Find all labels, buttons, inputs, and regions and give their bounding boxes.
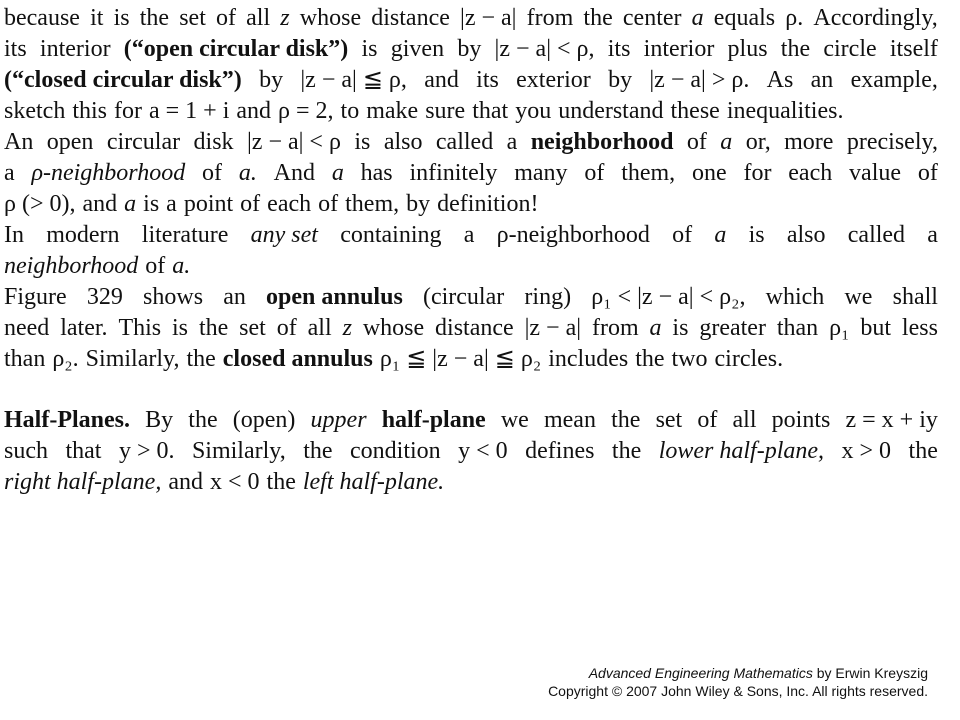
text-segment: precisely,: [846, 129, 938, 155]
text-line: [4, 158, 938, 189]
text-segment: the: [611, 438, 642, 464]
text-segment: given: [390, 36, 445, 62]
text-segment: is: [113, 5, 130, 31]
text-segment: of: [686, 129, 707, 155]
text-segment: shows: [143, 284, 204, 310]
text-segment: As: [766, 67, 794, 93]
text-line: [4, 436, 938, 467]
text-segment: ρ-neighborhood: [496, 222, 650, 248]
text-segment: ρ₁ < |z − a| < ρ₂,: [591, 284, 746, 310]
text-segment: y < 0: [458, 438, 508, 464]
text-line: [4, 65, 938, 96]
text-segment: greater: [699, 315, 766, 341]
text-segment: to: [340, 98, 360, 124]
text-segment: is: [672, 315, 689, 341]
text-segment: the: [611, 407, 641, 433]
text-segment: center: [622, 5, 682, 31]
text-segment: by: [457, 36, 482, 62]
text-segment: interior: [643, 36, 715, 62]
text-segment: a: [166, 191, 177, 217]
text-segment: By: [145, 407, 174, 433]
text-segment: definition!: [437, 191, 539, 217]
text-segment: the: [583, 5, 613, 31]
text-segment: This: [118, 315, 162, 341]
text-segment: a: [463, 222, 475, 248]
text-line: [4, 189, 938, 220]
text-segment: |z − a|: [460, 5, 517, 31]
text-segment: (open): [232, 407, 296, 433]
text-segment: of: [697, 407, 718, 433]
text-segment: 329: [86, 284, 123, 310]
text-segment: is: [143, 191, 160, 217]
text-segment: ρ (> 0),: [4, 191, 76, 217]
text-segment: (“open circular disk”): [123, 36, 349, 62]
text-segment: equals: [713, 5, 776, 31]
text-segment: and: [424, 67, 459, 93]
text-line: [4, 467, 938, 498]
text-segment: inequalities.: [726, 98, 844, 124]
text-segment: it: [90, 5, 104, 31]
text-segment: each: [788, 160, 833, 186]
text-segment: which: [765, 284, 825, 310]
text-segment: has: [360, 160, 393, 186]
text-segment: a: [331, 160, 344, 186]
text-segment: called: [847, 222, 906, 248]
text-segment: its: [476, 67, 499, 93]
text-segment: |z − a| < ρ,: [494, 36, 595, 62]
text-segment: value: [849, 160, 902, 186]
text-segment: ρ-neighborhood: [31, 160, 186, 186]
text-segment: a: [691, 5, 704, 31]
text-segment: y > 0.: [118, 438, 175, 464]
text-segment: z = x + iy: [845, 407, 938, 433]
text-segment: z: [280, 5, 290, 31]
text-segment: whose: [299, 5, 362, 31]
text-segment: infinitely: [409, 160, 498, 186]
text-segment: the: [635, 346, 665, 372]
text-segment: set: [179, 5, 206, 31]
text-segment: condition: [350, 438, 441, 464]
text-line: [4, 220, 938, 251]
text-segment: for: [743, 160, 772, 186]
text-segment: circular: [106, 129, 181, 155]
footer-copyright: Copyright © 2007 John Wiley & Sons, Inc. All rights reserved.: [548, 683, 928, 699]
text-segment: than: [776, 315, 819, 341]
text-segment: itself: [889, 36, 938, 62]
text-segment: need: [4, 315, 50, 341]
text-segment: you: [515, 98, 552, 124]
text-segment: a: [4, 160, 15, 186]
text-segment: |z − a| ≦ ρ,: [300, 67, 407, 93]
text-segment: we: [500, 407, 529, 433]
text-segment: is: [172, 315, 189, 341]
text-segment: plus: [727, 36, 768, 62]
text-segment: a: [714, 222, 727, 248]
text-segment: called: [435, 129, 494, 155]
text-segment: a: [649, 315, 662, 341]
text-segment: example,: [850, 67, 938, 93]
text-segment: set: [239, 315, 266, 341]
text-segment: each: [267, 191, 312, 217]
text-segment: is: [354, 129, 371, 155]
text-segment: a = 1 + i: [148, 98, 230, 124]
text-segment: all: [732, 407, 757, 433]
text-segment: shall: [892, 284, 938, 310]
text-segment: sure: [425, 98, 466, 124]
footer-book-line: [328, 664, 928, 682]
text-segment: of: [216, 5, 237, 31]
text-segment: z: [342, 315, 352, 341]
text-segment: by: [406, 191, 431, 217]
text-segment: In: [4, 222, 24, 248]
text-line: [4, 344, 938, 375]
text-segment: later.: [60, 315, 108, 341]
text-segment: modern: [46, 222, 120, 248]
text-segment: is: [361, 36, 378, 62]
text-segment: than: [4, 346, 46, 372]
text-segment: Similarly,: [191, 438, 286, 464]
text-segment: set: [655, 407, 683, 433]
text-segment: any set: [250, 222, 318, 248]
text-line: [4, 127, 938, 158]
text-segment: is: [748, 222, 765, 248]
text-segment: right half-plane,: [4, 469, 162, 495]
text-segment: the: [780, 36, 811, 62]
text-segment: and: [168, 469, 203, 495]
text-segment: closed annulus: [222, 346, 373, 372]
text-segment: And: [273, 160, 315, 186]
text-segment: also: [786, 222, 826, 248]
text-segment: points: [771, 407, 831, 433]
text-segment: such: [4, 438, 48, 464]
text-segment: that: [472, 98, 509, 124]
text-segment: them,: [345, 191, 400, 217]
text-segment: of: [917, 160, 938, 186]
text-segment: these: [670, 98, 720, 124]
text-segment: the: [186, 346, 216, 372]
text-segment: mean: [543, 407, 596, 433]
text-segment: a: [720, 129, 733, 155]
text-segment: open annulus: [266, 284, 403, 310]
text-segment: of: [672, 222, 693, 248]
text-segment: less: [901, 315, 938, 341]
text-segment: ρ₁: [829, 315, 850, 341]
text-segment: disk: [193, 129, 234, 155]
text-segment: an: [223, 284, 246, 310]
text-segment: lower half-plane,: [658, 438, 825, 464]
footer: [328, 664, 928, 700]
text-segment: a: [124, 191, 137, 217]
text-segment: exterior: [516, 67, 591, 93]
text-segment: neighborhood: [4, 253, 139, 279]
text-segment: understand: [558, 98, 664, 124]
text-segment: but: [860, 315, 892, 341]
text-segment: two: [671, 346, 708, 372]
book-author: by Erwin Kreyszig: [816, 665, 928, 681]
text-segment: Similarly,: [85, 346, 180, 372]
text-segment: Accordingly,: [813, 5, 938, 31]
text-segment: a: [927, 222, 938, 248]
text-segment: (circular: [422, 284, 505, 310]
text-segment: from: [526, 5, 574, 31]
text-segment: literature: [141, 222, 229, 248]
text-segment: Half-Planes.: [4, 407, 130, 433]
text-segment: the: [139, 5, 170, 31]
text-segment: and: [236, 98, 272, 124]
text-line: [4, 3, 938, 34]
text-segment: x < 0: [209, 469, 260, 495]
text-segment: half-plane: [381, 407, 486, 433]
text-segment: of: [240, 191, 261, 217]
text-segment: includes: [548, 346, 629, 372]
text-segment: Figure: [4, 284, 67, 310]
text-segment: its: [607, 36, 631, 62]
text-segment: |z − a| > ρ.: [649, 67, 750, 93]
text-segment: more: [784, 129, 834, 155]
text-segment: ρ.: [785, 5, 804, 31]
text-line: [4, 251, 938, 282]
text-segment: the: [188, 407, 218, 433]
text-segment: An: [4, 129, 34, 155]
text-segment: a: [506, 129, 518, 155]
text-segment: this: [72, 98, 107, 124]
text-segment: ring): [524, 284, 572, 310]
text-segment: by: [608, 67, 633, 93]
text-segment: defines: [525, 438, 595, 464]
text-segment: many: [514, 160, 568, 186]
text-segment: neighborhood: [530, 129, 674, 155]
text-segment: all: [307, 315, 332, 341]
text-segment: ρ₁ ≦ |z − a| ≦ ρ₂: [379, 346, 542, 372]
text-segment: circle: [823, 36, 877, 62]
text-segment: that: [65, 438, 102, 464]
text-segment: the: [908, 438, 938, 464]
text-segment: because: [4, 5, 80, 31]
text-segment: |z − a|: [524, 315, 582, 341]
text-segment: and: [82, 191, 118, 217]
text-segment: circles.: [714, 346, 784, 372]
text-segment: the: [198, 315, 229, 341]
text-segment: interior: [39, 36, 111, 62]
text-segment: of: [584, 160, 605, 186]
text-segment: ρ₂.: [52, 346, 79, 372]
text-line: [4, 282, 938, 313]
text-line: [4, 405, 938, 436]
text-segment: point: [183, 191, 234, 217]
text-segment: or,: [745, 129, 771, 155]
text-segment: we: [844, 284, 873, 310]
text-segment: make: [366, 98, 419, 124]
text-segment: the: [303, 438, 333, 464]
text-segment: the: [266, 469, 296, 495]
text-segment: a.: [238, 160, 257, 186]
text-segment: upper: [310, 407, 367, 433]
text-segment: from: [591, 315, 639, 341]
text-segment: x > 0: [841, 438, 892, 464]
text-segment: whose: [362, 315, 425, 341]
text-line: [4, 34, 938, 65]
book-title: Advanced Engineering Mathematics: [588, 665, 813, 681]
text-line: [4, 96, 938, 127]
text-segment: also: [383, 129, 423, 155]
text-segment: them,: [621, 160, 676, 186]
text-segment: of: [318, 191, 339, 217]
text-segment: by: [259, 67, 284, 93]
text-segment: open: [46, 129, 94, 155]
text-segment: left half-plane.: [302, 469, 445, 495]
text-segment: sketch: [4, 98, 66, 124]
text-segment: (“closed circular disk”): [4, 67, 242, 93]
text-segment: ρ = 2,: [278, 98, 334, 124]
text-segment: one: [692, 160, 727, 186]
text-segment: its: [4, 36, 27, 62]
text-segment: containing: [340, 222, 442, 248]
text-segment: distance: [435, 315, 514, 341]
text-segment: |z − a| < ρ: [246, 129, 341, 155]
text-segment: for: [114, 98, 142, 124]
text-segment: a.: [172, 253, 191, 279]
text-segment: of: [276, 315, 297, 341]
text-segment: of: [202, 160, 223, 186]
text-line: [4, 313, 938, 344]
text-segment: an: [810, 67, 834, 93]
text-segment: of: [145, 253, 166, 279]
text-segment: distance: [371, 5, 450, 31]
text-segment: all: [246, 5, 271, 31]
